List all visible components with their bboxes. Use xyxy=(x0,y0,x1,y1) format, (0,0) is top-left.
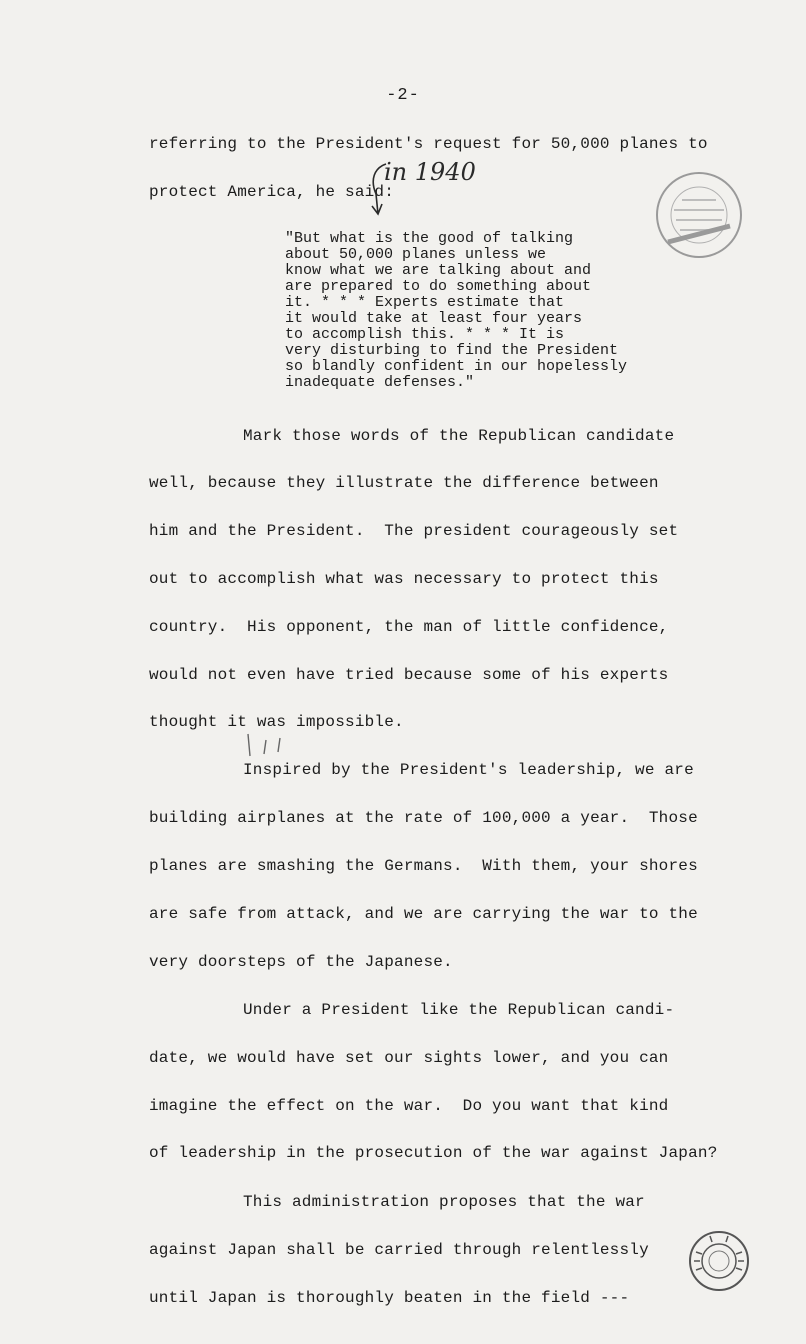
text-line: are safe from attack, and we are carrying the war to the xyxy=(149,905,698,923)
text-line: Inspired by the President's leadership, we are xyxy=(243,761,694,779)
text-line: referring to the President's request for 50,000 planes to xyxy=(149,135,708,153)
text-line: date, we would have set our sights lower, and you can xyxy=(149,1049,669,1067)
truman-library-stamp-icon xyxy=(688,1230,750,1292)
text-line: him and the President. The president courageously set xyxy=(149,522,679,540)
text-line: against Japan shall be carried through relentlessly xyxy=(149,1241,649,1259)
quote-line: to accomplish this. * * * It is xyxy=(285,326,565,343)
quote-line: inadequate defenses." xyxy=(285,374,475,391)
quote-line: it would take at least four years xyxy=(285,310,583,327)
quote-line: know what we are talking about and xyxy=(285,262,592,279)
pencil-tick-mark xyxy=(244,730,304,760)
text-line: until Japan is thoroughly beaten in the field --- xyxy=(149,1289,630,1307)
text-line: building airplanes at the rate of 100,000 a year. Those xyxy=(149,809,698,827)
text-line: planes are smashing the Germans. With them, your shores xyxy=(149,857,698,875)
text-line: country. His opponent, the man of little confidence, xyxy=(149,618,669,636)
handwritten-bracket-mark xyxy=(364,160,394,220)
quote-line: so blandly confident in our hopelessly xyxy=(285,358,628,375)
text-line: Mark those words of the Republican candidate xyxy=(243,427,675,445)
page-number: -2- xyxy=(386,86,420,105)
text-line: Under a President like the Republican candi- xyxy=(243,1001,675,1019)
text-line: very doorsteps of the Japanese. xyxy=(149,953,453,971)
text-line: thought it was impossible. xyxy=(149,713,404,731)
text-line: would not even have tried because some of his experts xyxy=(149,666,669,684)
quote-line: it. * * * Experts estimate that xyxy=(285,294,565,311)
quote-line: very disturbing to find the President xyxy=(285,342,619,359)
text-line: of leadership in the prosecution of the war against Japan? xyxy=(149,1144,718,1162)
quote-line: "But what is the good of talking xyxy=(285,230,574,247)
text-line: This administration proposes that the war xyxy=(243,1193,645,1211)
text-line: imagine the effect on the war. Do you want that kind xyxy=(149,1097,669,1115)
quote-line: about 50,000 planes unless we xyxy=(285,246,547,263)
handwritten-note: in 1940 xyxy=(384,158,476,186)
text-line: out to accomplish what was necessary to protect this xyxy=(149,570,659,588)
text-line: well, because they illustrate the difference between xyxy=(149,474,659,492)
text-line: protect America, he said: xyxy=(149,183,395,201)
quote-line: are prepared to do something about xyxy=(285,278,592,295)
archives-stamp-icon xyxy=(654,170,744,260)
